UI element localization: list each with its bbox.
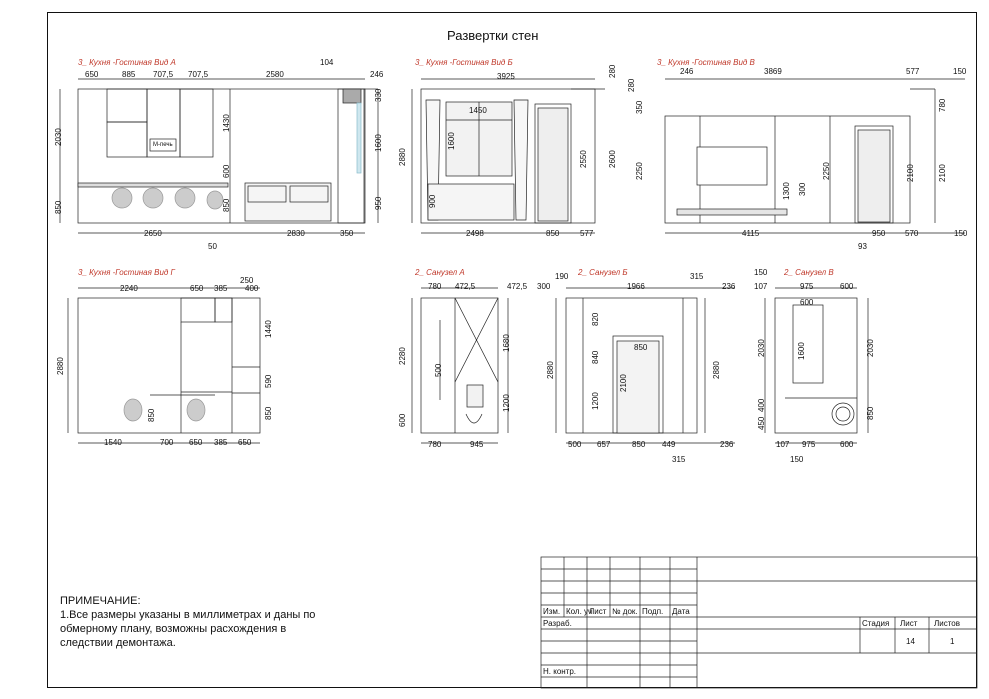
dim: 707,5	[153, 70, 174, 79]
dim: 2880	[56, 357, 65, 375]
dim: 104	[320, 58, 334, 67]
dim: 472,5	[455, 282, 476, 291]
dim: 93	[858, 242, 867, 251]
dim: 590	[264, 374, 273, 388]
dim: 4115	[742, 229, 760, 238]
dim: 975	[800, 282, 814, 291]
view-b-label: 3_ Кухня -Гостиная Вид Б	[415, 58, 513, 67]
dim: 577	[580, 229, 594, 238]
dim: 950	[374, 196, 383, 210]
tb-nkontr: Н. контр.	[543, 667, 577, 676]
dim: 1200	[591, 392, 600, 410]
dim: 950	[872, 229, 886, 238]
dim: 2650	[144, 229, 162, 238]
tb-stadia: Стадия	[862, 619, 890, 628]
dim: 2240	[120, 284, 138, 293]
dim: 2100	[938, 164, 947, 182]
dim: 600	[398, 413, 407, 427]
dim: 315	[690, 272, 704, 281]
dim: 2550	[579, 150, 588, 168]
note-block	[60, 594, 325, 650]
dim: 2250	[822, 162, 831, 180]
dim: 1200	[502, 394, 511, 412]
view-sa-label: 2_ Санузел А	[415, 268, 465, 277]
dim: 780	[428, 440, 442, 449]
dim: 472,5	[507, 282, 528, 291]
dim: 236	[720, 440, 734, 449]
tb-razrab: Разраб.	[543, 619, 572, 628]
dim: 150	[754, 268, 768, 277]
dim: 2830	[287, 229, 305, 238]
dim: 1680	[502, 334, 511, 352]
dim: 150	[790, 455, 804, 464]
dim: 975	[802, 440, 816, 449]
dim: 107	[776, 440, 790, 449]
dim: 2600	[608, 150, 617, 168]
dim: 246	[680, 67, 694, 76]
elevation-view-g	[68, 288, 260, 443]
view-sv-label: 2_ Санузел В	[784, 268, 834, 277]
elevation-sanuzel-a	[412, 288, 508, 443]
dim: 2030	[54, 128, 63, 146]
dim: 300	[537, 282, 551, 291]
tb-list: Лист	[900, 619, 918, 628]
dim: 280	[608, 64, 617, 78]
dim: 190	[555, 272, 569, 281]
dim: 840	[591, 350, 600, 364]
dim: 885	[122, 70, 136, 79]
note-text: 1.Все размеры указаны в миллиметрах и даны по обмерному плану, возможны расхождения в следствии демонтажа.	[60, 609, 316, 649]
dim: 450	[757, 416, 766, 430]
dim: 385	[214, 438, 228, 447]
dim: 250	[240, 276, 254, 285]
dim: 577	[906, 67, 920, 76]
elevation-sanuzel-b	[556, 288, 735, 443]
dim: 780	[938, 98, 947, 112]
dim: 500	[434, 363, 443, 377]
dim: 850	[632, 440, 646, 449]
note-heading: ПРИМЕЧАНИЕ:	[60, 595, 141, 607]
dim: 650	[190, 284, 204, 293]
elevation-view-a	[60, 79, 378, 233]
dim: 400	[757, 398, 766, 412]
dim: 236	[722, 282, 736, 291]
dim: 657	[597, 440, 611, 449]
dim: 315	[672, 455, 686, 464]
dim: 246	[370, 70, 384, 79]
dim: 2880	[546, 361, 555, 379]
dim: 850	[222, 198, 231, 212]
dim: 2030	[757, 339, 766, 357]
tb-col-izm: Изм.	[543, 607, 561, 616]
dim: 400	[245, 284, 259, 293]
dim: 900	[428, 194, 437, 208]
dim: 707,5	[188, 70, 209, 79]
tb-col-ndok: № док.	[612, 607, 638, 616]
dim: 850	[264, 406, 273, 420]
dim: 570	[905, 229, 919, 238]
dim: 107	[754, 282, 768, 291]
dim: 150	[954, 229, 968, 238]
dim: 2280	[398, 347, 407, 365]
tb-col-list: Лист	[589, 607, 607, 616]
dim: 600	[840, 440, 854, 449]
dim: 3925	[497, 72, 515, 81]
dim: 280	[627, 78, 636, 92]
elevation-view-b	[412, 79, 605, 233]
dim: 1966	[627, 282, 645, 291]
dim: 2880	[712, 361, 721, 379]
dim: 600	[800, 298, 814, 307]
dim: 850	[54, 200, 63, 214]
dim: 1600	[447, 132, 456, 150]
dim: 1440	[264, 320, 273, 338]
dim: 850	[634, 343, 648, 352]
view-g-label: 3_ Кухня -Гостиная Вид Г	[78, 268, 175, 277]
dim: 2100	[619, 374, 628, 392]
view-a-label: 3_ Кухня -Гостиная Вид А	[78, 58, 176, 67]
dim: 300	[798, 182, 807, 196]
dim: 500	[568, 440, 582, 449]
dim: 2030	[866, 339, 875, 357]
dim: 850	[546, 229, 560, 238]
dim: 2100	[906, 164, 915, 182]
dim: 650	[189, 438, 203, 447]
dim: 1600	[797, 342, 806, 360]
dim: 2580	[266, 70, 284, 79]
dim: 50	[208, 242, 217, 251]
tb-list-value: 14	[906, 637, 915, 646]
dim: 820	[591, 312, 600, 326]
dim: 650	[85, 70, 99, 79]
tb-col-podp: Подп.	[642, 607, 664, 616]
dim: 3869	[764, 67, 782, 76]
dim: 780	[428, 282, 442, 291]
elevation-sanuzel-v	[765, 288, 868, 443]
dim: 850	[866, 406, 875, 420]
dim: 385	[214, 284, 228, 293]
dim: 330	[374, 88, 383, 102]
dim: 600	[840, 282, 854, 291]
view-sb-label: 2_ Санузел Б	[578, 268, 628, 277]
tb-col-data: Дата	[672, 607, 690, 616]
view-v-label: 3_ Кухня -Гостиная Вид В	[657, 58, 755, 67]
dim: 350	[635, 100, 644, 114]
dim: 1600	[374, 134, 383, 152]
dim: 1450	[469, 106, 487, 115]
dim: 2498	[466, 229, 484, 238]
dim: 2880	[398, 148, 407, 166]
dim: 600	[222, 164, 231, 178]
dim: 1300	[782, 182, 791, 200]
dim: 2250	[635, 162, 644, 180]
dim: 650	[238, 438, 252, 447]
appliance-label: М-печь	[153, 142, 173, 148]
dim: 350	[340, 229, 354, 238]
dim: 150	[953, 67, 967, 76]
dim: 850	[147, 408, 156, 422]
tb-col-kol: Кол. уч	[566, 607, 593, 616]
dim: 1540	[104, 438, 122, 447]
dim: 449	[662, 440, 676, 449]
dim: 1430	[222, 114, 231, 132]
dim: 945	[470, 440, 484, 449]
elevation-view-v	[665, 79, 965, 233]
tb-listov: Листов	[934, 619, 960, 628]
tb-listov-value: 1	[950, 637, 955, 646]
dim: 700	[160, 438, 174, 447]
page-title: Развертки стен	[447, 28, 539, 43]
